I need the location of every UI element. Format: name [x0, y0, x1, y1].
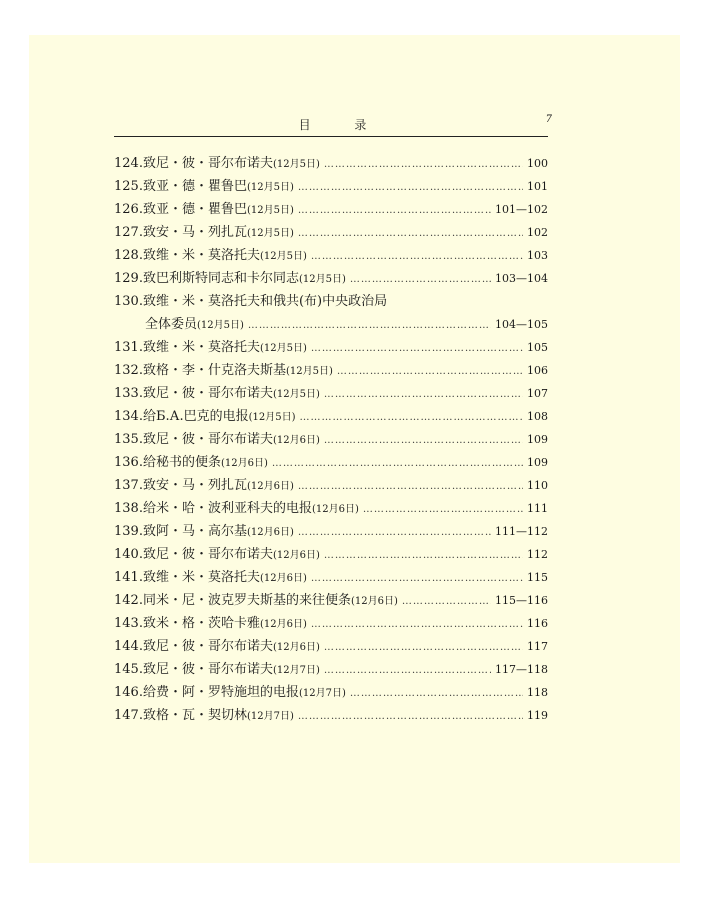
toc-entry — [114, 497, 548, 520]
dot-leader — [324, 429, 523, 452]
toc-entry — [114, 359, 548, 382]
toc-entry — [114, 681, 548, 704]
entry-title: 131.致维・米・莫洛托夫 — [114, 340, 260, 355]
dot-leader — [324, 659, 491, 682]
entry-title: 132.致格・李・什克洛夫斯基 — [114, 363, 286, 378]
entry-pages: 105 — [527, 341, 548, 354]
entry-date: (12月5日) — [272, 389, 320, 400]
toc-entry — [114, 612, 548, 635]
toc-entry — [114, 635, 548, 658]
header-rule — [114, 136, 548, 137]
entry-date: (12月6日) — [272, 550, 320, 561]
dot-leader — [298, 176, 523, 199]
entry-pages: 101 — [527, 180, 548, 193]
entry-date: (12月6日) — [311, 504, 359, 515]
table-of-contents — [114, 152, 548, 727]
dot-leader — [311, 337, 523, 360]
entry-pages: 115—116 — [495, 594, 548, 607]
entry-pages: 107 — [527, 387, 548, 400]
entry-title: 139.致阿・马・高尔基 — [114, 524, 247, 539]
entry-title: 136.给秘书的便条 — [114, 455, 221, 470]
toc-entry — [114, 566, 548, 589]
toc-entry — [114, 382, 548, 405]
dot-leader — [298, 222, 523, 245]
header-title: 目 录 — [298, 118, 387, 132]
entry-pages: 109 — [527, 433, 548, 446]
dot-leader — [298, 475, 523, 498]
entry-pages: 106 — [527, 364, 548, 377]
entry-pages: 115 — [527, 571, 548, 584]
toc-entry — [114, 589, 548, 612]
toc-entry — [114, 543, 548, 566]
toc-entry — [114, 451, 548, 474]
dot-leader — [248, 314, 491, 337]
entry-pages: 117 — [527, 640, 548, 653]
entry-pages: 102 — [527, 226, 548, 239]
entry-pages: 108 — [527, 410, 548, 423]
entry-title: 134.给Б.А.巴克的电报 — [114, 409, 249, 424]
entry-title: 140.致尼・彼・哥尔布诺夫 — [114, 547, 273, 562]
entry-date: (12月5日) — [246, 182, 294, 193]
toc-entry — [114, 658, 548, 681]
entry-date: (12月6日) — [259, 573, 307, 584]
entry-pages: 118 — [527, 686, 548, 699]
entry-pages: 103 — [527, 249, 548, 262]
dot-leader — [402, 590, 491, 613]
toc-entry — [114, 175, 548, 198]
entry-pages: 112 — [527, 548, 548, 561]
entry-date: (12月6日) — [246, 481, 294, 492]
entry-date: (12月5日) — [285, 366, 333, 377]
toc-entry — [114, 405, 548, 428]
entry-title: 141.致维・米・莫洛托夫 — [114, 570, 260, 585]
entry-title: 138.给米・哈・波利亚科夫的电报 — [114, 501, 312, 516]
entry-date: (12月7日) — [246, 711, 294, 722]
entry-date: (12月5日) — [246, 205, 294, 216]
entry-title: 130.致维・米・莫洛托夫和俄共(布)中央政治局 — [114, 294, 388, 309]
entry-pages: 104—105 — [495, 318, 548, 331]
toc-entry — [114, 267, 548, 290]
entry-title: 142.同米・尼・波克罗夫斯基的来往便条 — [114, 593, 351, 608]
entry-date: (12月5日) — [259, 343, 307, 354]
toc-entry — [114, 198, 548, 221]
toc-entry-continuation — [114, 313, 548, 336]
entry-pages: 119 — [527, 709, 548, 722]
entry-pages: 101—102 — [495, 203, 548, 216]
entry-date: (12月5日) — [272, 159, 320, 170]
toc-entry — [114, 244, 548, 267]
entry-date: (12月6日) — [350, 596, 398, 607]
entry-pages: 109 — [527, 456, 548, 469]
entry-title: 137.致安・马・列扎瓦 — [114, 478, 247, 493]
entry-title: 146.给费・阿・罗特施坦的电报 — [114, 685, 299, 700]
entry-title: 147.致格・瓦・契切林 — [114, 708, 247, 723]
entry-date: (12月7日) — [298, 688, 346, 699]
toc-entry — [114, 221, 548, 244]
entry-title: 126.致亚・德・瞿鲁巴 — [114, 202, 247, 217]
entry-title: 全体委员 — [145, 317, 198, 332]
entry-title: 135.致尼・彼・哥尔布诺夫 — [114, 432, 273, 447]
dot-leader — [350, 682, 523, 705]
dot-leader — [311, 245, 523, 268]
page-number: 7 — [545, 114, 552, 125]
dot-leader — [272, 452, 523, 475]
entry-pages: 116 — [527, 617, 548, 630]
entry-pages: 117—118 — [495, 663, 548, 676]
dot-leader — [337, 360, 523, 383]
entry-title: 144.致尼・彼・哥尔布诺夫 — [114, 639, 273, 654]
entry-date: (12月5日) — [298, 274, 346, 285]
dot-leader — [298, 521, 491, 544]
dot-leader — [324, 544, 523, 567]
entry-title: 124.致尼・彼・哥尔布诺夫 — [114, 156, 273, 171]
dot-leader — [350, 268, 491, 291]
toc-entry — [114, 474, 548, 497]
entry-pages: 103—104 — [495, 272, 548, 285]
entry-date: (12月6日) — [272, 642, 320, 653]
entry-pages: 111 — [527, 502, 548, 515]
toc-entry — [114, 520, 548, 543]
dot-leader — [311, 613, 523, 636]
toc-entry — [114, 290, 548, 313]
entry-title: 129.致巴利斯特同志和卡尔同志 — [114, 271, 299, 286]
dot-leader — [300, 406, 524, 429]
entry-pages: 111—112 — [495, 525, 548, 538]
entry-date: (12月6日) — [259, 619, 307, 630]
entry-date: (12月7日) — [272, 665, 320, 676]
entry-title: 143.致米・格・茨哈卡雅 — [114, 616, 260, 631]
entry-title: 145.致尼・彼・哥尔布诺夫 — [114, 662, 273, 677]
entry-date: (12月5日) — [197, 320, 244, 331]
dot-leader — [363, 498, 523, 521]
entry-date: (12月5日) — [248, 412, 296, 423]
entry-date: (12月5日) — [259, 251, 307, 262]
entry-date: (12月6日) — [246, 527, 294, 538]
entry-date: (12月5日) — [246, 228, 294, 239]
entry-title: 128.致维・米・莫洛托夫 — [114, 248, 260, 263]
running-header — [116, 114, 552, 136]
dot-leader — [324, 636, 523, 659]
entry-title: 125.致亚・德・瞿鲁巴 — [114, 179, 247, 194]
entry-pages: 110 — [527, 479, 548, 492]
dot-leader — [311, 567, 523, 590]
entry-date: (12月6日) — [220, 458, 268, 469]
entry-title: 127.致安・马・列扎瓦 — [114, 225, 247, 240]
toc-entry — [114, 152, 548, 175]
toc-entry — [114, 704, 548, 727]
entry-date: (12月6日) — [272, 435, 320, 446]
dot-leader — [298, 199, 491, 222]
toc-entry — [114, 336, 548, 359]
entry-title: 133.致尼・彼・哥尔布诺夫 — [114, 386, 273, 401]
entry-pages: 100 — [527, 157, 548, 170]
dot-leader — [324, 153, 523, 176]
dot-leader — [324, 383, 523, 406]
dot-leader — [298, 705, 523, 728]
toc-entry — [114, 428, 548, 451]
